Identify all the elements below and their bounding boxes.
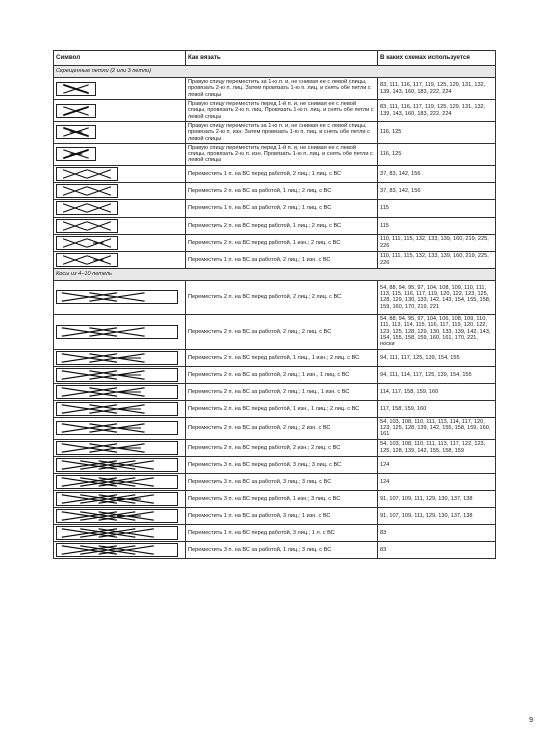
table-row: [54, 199, 496, 217]
cable-symbol-icon: [56, 526, 178, 540]
cable-symbol-icon: [56, 325, 178, 339]
how-to-knit-cell: Переместить 3 п. на ВС перед работой, 3 лиц.; 3 лиц. с ВС: [186, 456, 378, 473]
symbol-cell: [54, 251, 186, 268]
symbol-cell: [54, 234, 186, 251]
table-row: [54, 400, 496, 417]
cable-symbol-icon: [56, 475, 178, 489]
cable-symbol-graphic: [57, 352, 177, 364]
table-row: [54, 78, 496, 100]
used-in-charts-cell: 91, 107, 109, 111, 129, 130, 137, 138: [378, 490, 496, 507]
used-in-charts-cell: 83, 111, 116, 117, 119, 125, 129, 131, 132, 139, 143, 160, 183, 222, 224: [378, 78, 496, 100]
knitting-symbols-table: [53, 50, 496, 559]
cable-symbol-icon: [56, 368, 178, 382]
symbol-cell: [54, 456, 186, 473]
cable-symbol-icon: [56, 219, 118, 233]
symbol-cell: [54, 182, 186, 199]
how-to-knit-cell: Переместить 2 п. на ВС за работой, 2 лиц.; 1 изн., 1 лиц. с ВС: [186, 366, 378, 383]
used-in-charts-cell: 110, 111, 115, 132, 133, 139, 160, 219, 225, 226: [378, 234, 496, 251]
cable-symbol-graphic: [57, 476, 177, 488]
cable-symbol-graphic: [57, 126, 95, 138]
how-to-knit-cell: Правую спицу переместить перед 1-й п. и, не снимая ее с левой спицы, провязать 2-ю п. лиц. Провязать 1-ю п. лиц. и снять обе петли с левой спицы: [186, 100, 378, 122]
used-in-charts-cell: 37, 83, 142, 156: [378, 165, 496, 182]
header-symbol: Символ: [54, 51, 186, 66]
symbol-cell: [54, 541, 186, 558]
how-to-knit-cell: Переместить 1 п. на ВС за работой, 2 лиц.; 1 изн. с ВС: [186, 251, 378, 268]
symbol-cell: [54, 78, 186, 100]
used-in-charts-cell: 54, 88, 94, 95, 97, 104, 106, 108, 109, 110, 111, 113, 114, 115, 116, 117, 119, 120, 122, 123, 125, 128, 129, 130, 133, 139, 142, 143, 154, 155, 158, 159, 160, 161, 170, 221, носки: [378, 314, 496, 349]
symbol-cell: [54, 100, 186, 122]
used-in-charts-cell: 116, 125: [378, 143, 496, 165]
table-row: [54, 541, 496, 558]
cable-symbol-icon: [56, 290, 178, 304]
table-row: [54, 473, 496, 490]
cable-symbol-graphic: [57, 291, 177, 303]
cable-symbol-graphic: [57, 369, 177, 381]
how-to-knit-cell: Переместить 1 п. на ВС перед работой, 3 лиц.; 1 л. с ВС: [186, 524, 378, 541]
symbol-cell: [54, 122, 186, 144]
page-number: 9: [529, 717, 533, 724]
used-in-charts-cell: 124: [378, 473, 496, 490]
cable-symbol-icon: [56, 402, 178, 416]
cable-symbol-icon: [56, 458, 178, 472]
cable-symbol-icon: [56, 385, 178, 399]
symbol-cell: [54, 383, 186, 400]
cable-symbol-icon: [56, 421, 178, 435]
cable-symbol-graphic: [57, 220, 117, 232]
symbol-cell: [54, 417, 186, 439]
used-in-charts-cell: 115: [378, 199, 496, 217]
table-row: [54, 383, 496, 400]
table-body: [54, 66, 496, 559]
cable-symbol-graphic: [57, 83, 95, 95]
how-to-knit-cell: Переместить 2 п. на ВС за работой, 1 лиц.; 2 лиц. с ВС: [186, 182, 378, 199]
how-to-knit-cell: Переместить 2 п. на ВС перед работой, 1 лиц.; 2 лиц. с ВС: [186, 217, 378, 234]
table-row: [54, 349, 496, 366]
used-in-charts-cell: 37, 83, 142, 156: [378, 182, 496, 199]
cable-symbol-icon: [56, 82, 96, 96]
symbol-cell: [54, 199, 186, 217]
cable-symbol-graphic: [57, 326, 177, 338]
how-to-knit-cell: Переместить 3 п. на ВС за работой, 3 лиц.; 3 лиц. с ВС: [186, 473, 378, 490]
symbol-cell: [54, 366, 186, 383]
how-to-knit-cell: Переместить 2 п. на ВС за работой, 2 лиц.; 2 лиц. с ВС: [186, 314, 378, 349]
how-to-knit-cell: Переместить 2 п. на ВС перед работой, 2 лиц.; 2 лиц. с ВС: [186, 280, 378, 314]
used-in-charts-cell: 54, 88, 94, 95, 97, 104, 108, 109, 110, 111, 113, 115, 116, 117, 119, 120, 122, 123, 125, 128, 129, 130, 133, 142, 143, 154, 155, 158, 159, 160, 170, 219, 221: [378, 280, 496, 314]
cable-symbol-graphic: [57, 442, 177, 454]
cable-symbol-graphic: [57, 493, 177, 505]
used-in-charts-cell: 54, 103, 108, 110, 111, 113, 114, 117, 120, 123, 125, 128, 139, 142, 155, 158, 159, 160, 161: [378, 417, 496, 439]
symbol-cell: [54, 473, 186, 490]
symbol-cell: [54, 280, 186, 314]
symbol-cell: [54, 143, 186, 165]
cable-symbol-icon: [56, 441, 178, 455]
section-title: Скрещенные петли (2 или 3 петли): [54, 66, 496, 78]
used-in-charts-cell: 116, 125: [378, 122, 496, 144]
table-row: [54, 366, 496, 383]
cable-symbol-icon: [56, 125, 96, 139]
how-to-knit-cell: Переместить 2 п. на ВС перед работой, 2 изн.; 2 лиц. с ВС: [186, 439, 378, 456]
table-row: [54, 507, 496, 524]
how-to-knit-cell: Переместить 3 п. на ВС перед работой, 1 изн.; 3 лиц. с ВС: [186, 490, 378, 507]
cable-symbol-icon: [56, 184, 118, 198]
table-row: [54, 182, 496, 199]
table-row: [54, 280, 496, 314]
cable-symbol-icon: [56, 201, 118, 215]
cable-symbol-graphic: [57, 185, 117, 197]
how-to-knit-cell: Переместить 2 п. на ВС за работой, 2 лиц.; 2 изн. с ВС: [186, 417, 378, 439]
used-in-charts-cell: 117, 158, 159, 160: [378, 400, 496, 417]
cable-symbol-graphic: [57, 254, 117, 266]
cable-symbol-graphic: [57, 202, 117, 214]
cable-symbol-icon: [56, 236, 118, 250]
section-row: [54, 268, 496, 280]
used-in-charts-cell: 83, 111, 116, 117, 119, 125, 129, 131, 132, 139, 143, 160, 183, 222, 224: [378, 100, 496, 122]
used-in-charts-cell: 91, 107, 109, 111, 129, 130, 137, 138: [378, 507, 496, 524]
how-to-knit-cell: Правую спицу переместить за 1-ю п. и, не снимая ее с левой спицы, провязать 2-ю п. лиц. Затем провязать 1-ю п. лиц. и снять обе петли с левой спицы: [186, 78, 378, 100]
how-to-knit-cell: Переместить 2 п. на ВС перед работой, 1 лиц., 1 изн.; 2 лиц. с ВС: [186, 349, 378, 366]
how-to-knit-cell: Переместить 1 п. на ВС перед работой, 2 лиц.; 1 лиц. с ВС: [186, 165, 378, 182]
cable-symbol-icon: [56, 253, 118, 267]
cable-symbol-icon: [56, 492, 178, 506]
symbol-cell: [54, 400, 186, 417]
symbol-cell: [54, 165, 186, 182]
cable-symbol-graphic: [57, 168, 117, 180]
symbol-cell: [54, 439, 186, 456]
symbol-cell: [54, 490, 186, 507]
cable-symbol-graphic: [57, 386, 177, 398]
table-row: [54, 100, 496, 122]
used-in-charts-cell: 54, 103, 108, 110, 111, 113, 117, 122, 123, 125, 128, 139, 142, 155, 158, 159: [378, 439, 496, 456]
how-to-knit-cell: Переместить 1 п. на ВС за работой, 3 лиц.; 1 изн. с ВС: [186, 507, 378, 524]
table-row: [54, 456, 496, 473]
used-in-charts-cell: 114, 117, 158, 159, 160: [378, 383, 496, 400]
cable-symbol-graphic: [57, 237, 117, 249]
how-to-knit-cell: Переместить 2 п. на ВС перед работой, 1 изн., 1 лиц.; 2 лиц. с ВС: [186, 400, 378, 417]
used-in-charts-cell: 83: [378, 524, 496, 541]
symbol-cell: [54, 507, 186, 524]
how-to-knit-cell: Правую спицу переместить за 1-ю п. и, не снимая ее с левой спицы, провязать 2-ю п. изн. Затем провязать 1-ю п. лиц. и снять обе петли с левой спицы: [186, 122, 378, 144]
cable-symbol-graphic: [57, 527, 177, 539]
cable-symbol-icon: [56, 351, 178, 365]
used-in-charts-cell: 124: [378, 456, 496, 473]
symbol-cell: [54, 314, 186, 349]
how-to-knit-cell: Переместить 3 п. на ВС за работой, 1 лиц.; 3 лиц. с ВС: [186, 541, 378, 558]
table-row: [54, 524, 496, 541]
how-to-knit-cell: Переместить 1 п. на ВС за работой, 2 лиц.; 1 лиц. с ВС: [186, 199, 378, 217]
symbol-cell: [54, 524, 186, 541]
table-row: [54, 122, 496, 144]
cable-symbol-graphic: [57, 422, 177, 434]
table-row: [54, 439, 496, 456]
section-row: [54, 66, 496, 78]
table-row: [54, 251, 496, 268]
section-title: Косы из 4–10 петель: [54, 268, 496, 280]
cable-symbol-graphic: [57, 544, 177, 556]
cable-symbol-icon: [56, 147, 96, 161]
cable-symbol-icon: [56, 167, 118, 181]
table-row: [54, 417, 496, 439]
cable-symbol-graphic: [57, 105, 95, 117]
table-row: [54, 165, 496, 182]
used-in-charts-cell: 110, 111, 115, 132, 133, 139, 160, 219, 225, 226: [378, 251, 496, 268]
table-header-row: [54, 51, 496, 66]
cable-symbol-icon: [56, 543, 178, 557]
table-row: [54, 217, 496, 234]
table-row: [54, 234, 496, 251]
symbol-cell: [54, 349, 186, 366]
table-row: [54, 490, 496, 507]
cable-symbol-graphic: [57, 148, 95, 160]
table-row: [54, 314, 496, 349]
header-used-in-charts: В каких схемах используется: [378, 51, 496, 66]
how-to-knit-cell: Переместить 2 п. на ВС за работой, 2 лиц.; 1 лиц., 1 изн. с ВС: [186, 383, 378, 400]
used-in-charts-cell: 115: [378, 217, 496, 234]
how-to-knit-cell: Правую спицу переместить перед 1-й п. и, не снимая ее с левой спицы, провязать 2-ю п. изн. Провязать 1-ю п. лиц. и снять обе петли с левой спицы: [186, 143, 378, 165]
used-in-charts-cell: 94, 111, 117, 125, 139, 154, 155: [378, 349, 496, 366]
cable-symbol-icon: [56, 509, 178, 523]
cable-symbol-graphic: [57, 403, 177, 415]
table-row: [54, 143, 496, 165]
cable-symbol-icon: [56, 104, 96, 118]
header-how-to-knit: Как вязать: [186, 51, 378, 66]
used-in-charts-cell: 94, 111, 114, 117, 125, 139, 154, 155: [378, 366, 496, 383]
cable-symbol-graphic: [57, 510, 177, 522]
symbol-cell: [54, 217, 186, 234]
cable-symbol-graphic: [57, 459, 177, 471]
used-in-charts-cell: 83: [378, 541, 496, 558]
how-to-knit-cell: Переместить 2 п. на ВС перед работой, 1 изн.; 2 лиц. с ВС: [186, 234, 378, 251]
